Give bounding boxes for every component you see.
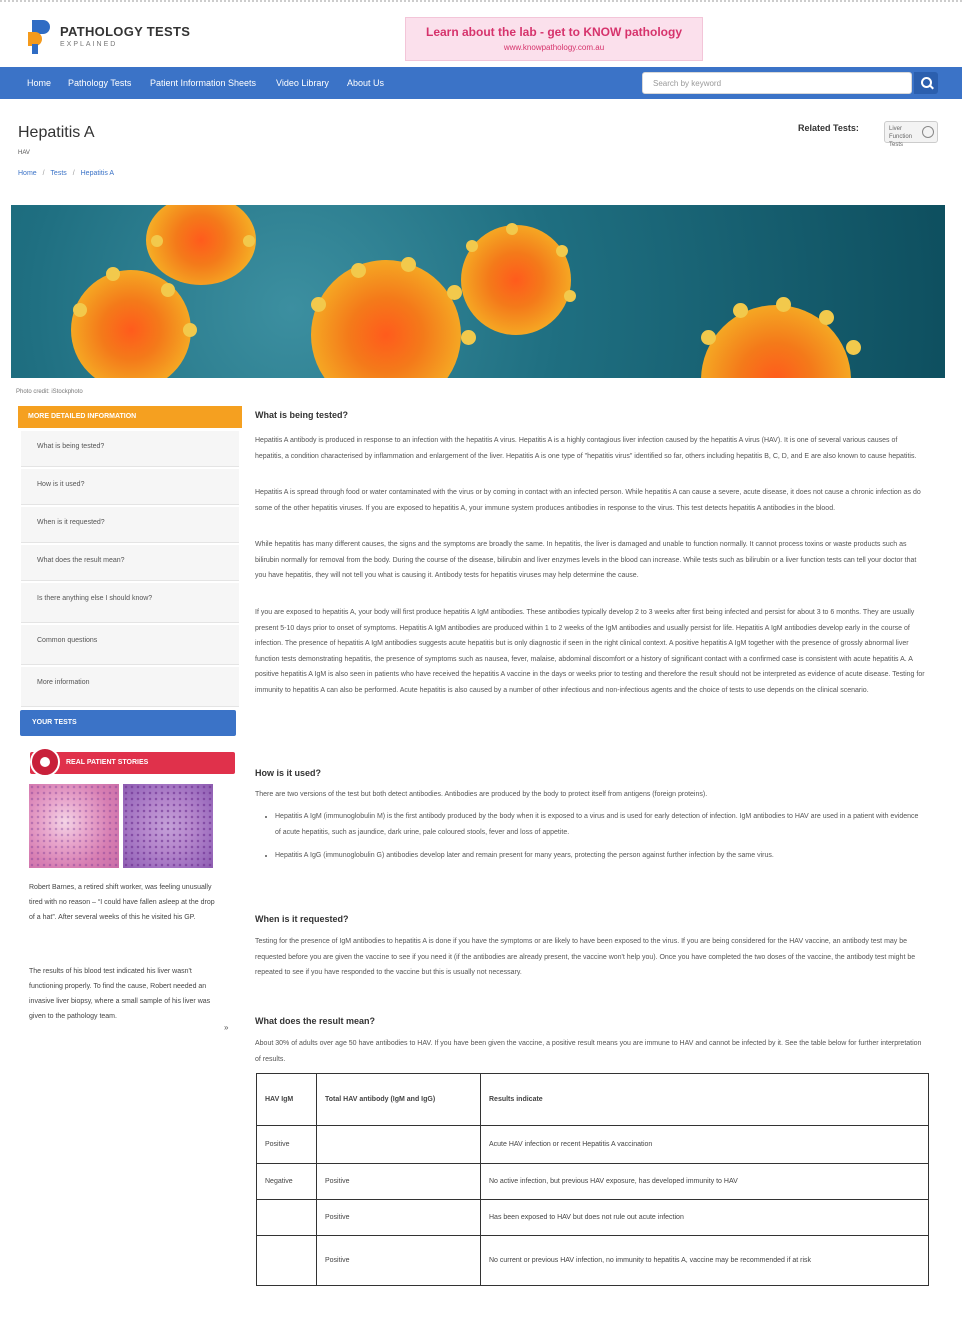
- table-cell: No current or previous HAV infection, no immunity to hepatitis A, vaccine may be recommended if at risk: [481, 1236, 929, 1286]
- breadcrumb-separator: /: [72, 170, 75, 177]
- related-test-name: Liver Function Tests: [889, 126, 913, 148]
- search-icon[interactable]: [914, 72, 938, 94]
- nav-about-us[interactable]: About Us: [347, 78, 385, 88]
- your-tests-heading[interactable]: YOUR TESTS: [20, 710, 236, 736]
- sidebar-item-more-information[interactable]: More information: [21, 667, 239, 707]
- table-header: Total HAV antibody (IgM and IgG): [317, 1074, 481, 1126]
- logo-text: PATHOLOGY TESTS: [60, 24, 191, 39]
- hero-caption: Photo credit: iStockphoto: [16, 389, 83, 395]
- sidebar-item-common-questions[interactable]: Common questions: [21, 625, 239, 665]
- main-nav: [0, 67, 962, 99]
- banner-url: www.knowpathology.com.au: [503, 43, 605, 52]
- table-row: [257, 1126, 929, 1164]
- sidebar-item-when-requested[interactable]: When is it requested?: [21, 507, 239, 543]
- patient-stories-heading[interactable]: REAL PATIENT STORIES: [30, 752, 235, 774]
- related-test-tag[interactable]: [884, 121, 938, 148]
- histology-image-2: [123, 784, 213, 868]
- sidebar-item-anything-else[interactable]: Is there anything else I should know?: [21, 583, 239, 623]
- table-header-row: [257, 1074, 929, 1126]
- table-cell: Has been exposed to HAV but does not rule out acute infection: [481, 1200, 929, 1236]
- sidebar-item-what-is-tested[interactable]: What is being tested?: [21, 431, 239, 467]
- paragraph: Testing for the presence of IgM antibodies to hepatitis A is done if you have the symptoms or are likely to have been exposed to the virus. If you are being considered for the HAV vaccine, an antibody test may be requested before you are given the vaccine to see if you need it (if the antibodies are already present, the vaccine won't help you). Once you have completed the two doses of the vaccine, the antibody test might be repeated to see if you have responded to the vaccine but this is usually not necessary.: [255, 938, 916, 976]
- test-tube-icon: [922, 126, 934, 138]
- breadcrumb: [18, 170, 118, 177]
- table-cell: Negative: [257, 1164, 317, 1200]
- list-item: • Hepatitis A IgG (immunoglobulin G) antibodies develop later and remain present for many years, protecting the person against further infection by the same virus.: [275, 848, 925, 864]
- banner-headline: Learn about the lab - get to KNOW pathology: [426, 25, 682, 39]
- sidebar-item-how-used[interactable]: How is it used?: [21, 469, 239, 505]
- nav-pathology-tests[interactable]: Pathology Tests: [68, 78, 132, 88]
- table-cell: [257, 1236, 317, 1286]
- sidebar-item-result-meaning[interactable]: What does the result mean?: [21, 545, 239, 581]
- table-row: [257, 1164, 929, 1200]
- table-header: Results indicate: [481, 1074, 929, 1126]
- breadcrumb-tests[interactable]: Tests: [50, 170, 67, 177]
- section-heading-what-tested: What is being tested?: [255, 410, 349, 420]
- story-paragraph-2: The results of his blood test indicated his liver wasn't functioning properly. To find the cause, Robert needed an invasive liver biopsy, where a small sample of his liver was given to the pathology team.: [29, 968, 211, 1020]
- breadcrumb-current[interactable]: Hepatitis A: [80, 170, 115, 177]
- table-cell: [257, 1200, 317, 1236]
- table-cell: [317, 1126, 481, 1164]
- sidebar-heading: MORE DETAILED INFORMATION: [18, 406, 242, 428]
- logo-subtitle: EXPLAINED: [60, 41, 118, 48]
- hero-virus-image: [11, 205, 945, 378]
- section-heading-how-used: How is it used?: [255, 768, 322, 778]
- results-table: [256, 1073, 929, 1286]
- paragraph: Hepatitis A antibody is produced in response to an infection with the hepatitis A virus. Hepatitis A is a highly contagious liver infection caused by the hepatitis A virus (HAV). It is one of several various causes of hepatitis, a condition characterised by inflammation and enlargement of the liver. Hepatitis A is one type of "hepatitis virus" identified so far, others including hepatitis B, C, D, and E are also known to cause hepatitis.: [255, 437, 917, 460]
- table-row: [257, 1236, 929, 1286]
- story-paragraph-1: Robert Barnes, a retired shift worker, was feeling unusually tired with no reason – “I could have fallen asleep at the drop of a hat”. After several weeks of this he visited his GP.: [29, 884, 215, 921]
- search-input[interactable]: Search by keyword: [642, 72, 912, 94]
- table-cell: Positive: [317, 1200, 481, 1236]
- related-tests-label: Related Tests:: [798, 123, 859, 133]
- logo-mark-icon: [28, 20, 50, 54]
- top-divider: [0, 0, 962, 4]
- table-cell: Positive: [257, 1126, 317, 1164]
- paragraph: About 30% of adults over age 50 have antibodies to HAV. If you have been given the vaccine, a positive result means you are immune to HAV and cannot be infected by it. See the table below for further interpretation of results.: [255, 1040, 922, 1063]
- nav-patient-information-sheets[interactable]: Patient Information Sheets: [150, 78, 257, 88]
- table-cell: Positive: [317, 1236, 481, 1286]
- virus-particle: [311, 260, 461, 378]
- virus-particle: [146, 205, 256, 285]
- table-cell: Positive: [317, 1164, 481, 1200]
- breadcrumb-home[interactable]: Home: [18, 170, 37, 177]
- read-more-arrow-icon[interactable]: »: [224, 1023, 229, 1032]
- paragraph: While hepatitis has many different causes, the signs and the symptoms are broadly the same. In hepatitis, the liver is damaged and unable to function normally. It cannot process toxins or waste products such as bilirubin normally for removal from the body. During the course of the disease, bilirubin and liver enzymes levels in the blood can increase. While tests such as bilirubin or a liver function tests can tell your doctor that you have hepatitis, they will not tell you what is causing it. Antibody tests for hepatitis viruses may help determine the cause.: [255, 541, 917, 579]
- breadcrumb-separator: /: [42, 170, 45, 177]
- nav-video-library[interactable]: Video Library: [276, 78, 329, 88]
- nav-home[interactable]: Home: [27, 78, 52, 88]
- person-icon: [30, 747, 60, 777]
- table-header: HAV IgM: [257, 1074, 317, 1126]
- promo-banner[interactable]: [405, 17, 703, 61]
- paragraph: If you are exposed to hepatitis A, your body will first produce hepatitis A IgM antibodies. These antibodies typically develop 2 to 3 weeks after first being infected and persist for about 3 to 6 months. They are usually present 5-10 days prior to onset of symptoms. Hepatitis A IgM antibodies are produced within 1 to 2 weeks of the IgM antibodies and usually persist for life. Hepatitis A IgM antibodies develop early in the course of infection. The presence of hepatitis A IgM antibodies suggests acute hepatitis but is only diagnostic if seen in the right clinical context. A positive hepatitis A IgM together with the presence of grossly abnormal liver function tests demonstrating hepatitis, the presence of symptoms such as nausea, fever, malaise, abdominal discomfort or a history of significant contact with a confirmed case is consistent with acute hepatitis A. A positive hepatitis A IgM is also seen in patients who have received the hepatitis A vaccine in the days or weeks prior to testing and therefore the result should not be interpreted as evidence of acute disease. Testing for immunity to hepatitis A can also be performed. Acute hepatitis is also caused by a number of other infectious and non-infectious agents and the choice of tests to use depends on the clinical scenario.: [255, 609, 925, 694]
- paragraph: There are two versions of the test but both detect antibodies. Antibodies are produced by the body to protect itself from antigens (foreign proteins).: [255, 791, 708, 798]
- bullet-list: [255, 809, 925, 872]
- section-heading-result-meaning: What does the result mean?: [255, 1016, 376, 1026]
- site-header: [0, 8, 962, 64]
- table-row: [257, 1200, 929, 1236]
- paragraph: Hepatitis A is spread through food or water contaminated with the virus or by coming in contact with an infected person. While hepatitis A can cause a severe, acute disease, it does not cause a chronic infection as do some of the other hepatitis viruses. If you are exposed to hepatitis A, your immune system produces antibodies in response to the virus. This test detects hepatitis A antibodies in the blood.: [255, 489, 921, 512]
- title-abbreviation: HAV: [18, 150, 30, 156]
- list-item: • Hepatitis A IgM (immunoglobulin M) is the first antibody produced by the body when it is exposed to a virus and is used for early detection of infection. IgM antibodies to HAV are used in a patient with evidence of acute hepatitis, such as jaundice, dark urine, pale coloured stools, fever and loss of appetite.: [275, 809, 925, 840]
- page-title: Hepatitis A: [18, 124, 95, 141]
- virus-particle: [461, 225, 571, 335]
- site-logo[interactable]: [28, 20, 208, 60]
- histology-image-1: [29, 784, 119, 868]
- table-cell: Acute HAV infection or recent Hepatitis A vaccination: [481, 1126, 929, 1164]
- section-heading-when-requested: When is it requested?: [255, 914, 349, 924]
- table-cell: No active infection, but previous HAV exposure, has developed immunity to HAV: [481, 1164, 929, 1200]
